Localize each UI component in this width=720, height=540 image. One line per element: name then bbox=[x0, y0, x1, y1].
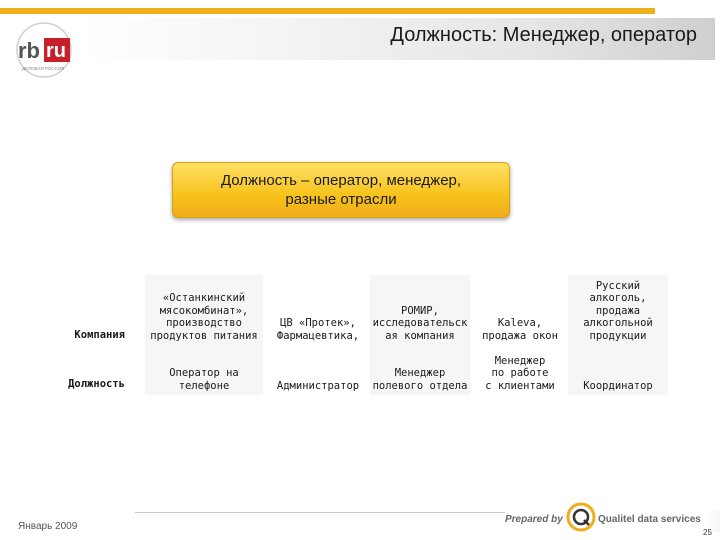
footer-date: Январь 2009 bbox=[18, 521, 78, 532]
company-cell-3: РОМИР, исследовательск ая компания bbox=[372, 304, 468, 342]
row-label-company: Компания bbox=[74, 329, 125, 341]
footer-company: Qualitel data services bbox=[598, 514, 701, 525]
position-cell-4: Менеджер по работе с клиентами bbox=[485, 354, 555, 392]
row-label-position: Должность bbox=[68, 378, 125, 390]
logo-tagline: ДЕЛОВАЯ РОССИЯ bbox=[22, 66, 65, 71]
page-number: 25 bbox=[703, 528, 712, 537]
prepared-by-label: Prepared by bbox=[505, 514, 563, 525]
slide-title: Должность: Менеджер, оператор bbox=[390, 24, 697, 46]
company-cell-1: «Останкинский мясокомбинат», производство продуктов питания bbox=[150, 292, 258, 342]
footer-divider bbox=[135, 512, 505, 513]
callout-line-1: Должность – оператор, менеджер, bbox=[220, 172, 462, 189]
svg-text:ru: ru bbox=[46, 40, 66, 62]
callout-line-2: разные отрасли bbox=[285, 191, 397, 208]
company-cell-2: ЦВ «Протек», Фармацевтика, bbox=[276, 317, 360, 342]
svg-text:rb: rb bbox=[18, 38, 40, 63]
rbru-logo bbox=[8, 20, 82, 82]
top-accent-bar bbox=[0, 8, 655, 14]
position-cell-3: Менеджер полевого отдела bbox=[372, 367, 468, 392]
qualitel-logo-icon bbox=[566, 502, 596, 532]
position-cell-1: Оператор на телефоне bbox=[169, 367, 239, 392]
company-cell-4: Kaleva, продажа окон bbox=[482, 317, 558, 342]
position-cell-5: Координатор bbox=[583, 379, 653, 392]
callout-box bbox=[172, 162, 510, 218]
title-bar bbox=[85, 18, 715, 60]
company-cell-5: Русский алкоголь, продажа алкогольной продукции bbox=[583, 279, 653, 342]
position-cell-2: Администратор bbox=[276, 379, 360, 392]
